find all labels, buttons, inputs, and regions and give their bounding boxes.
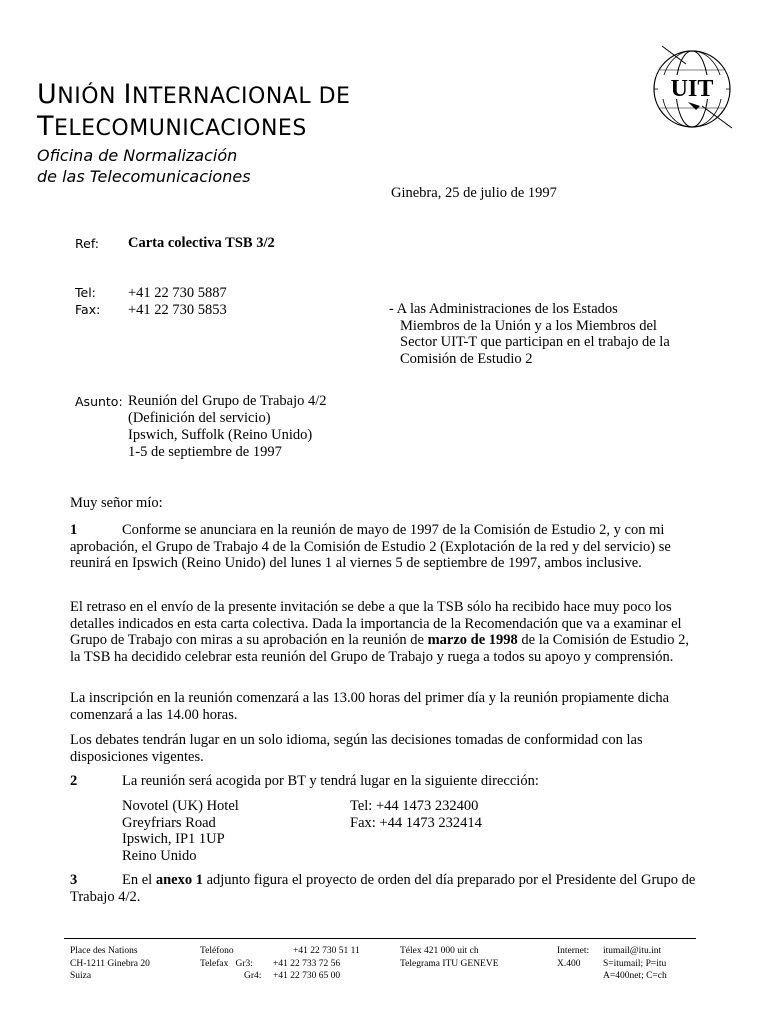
fax-value: +41 22 730 5853 — [128, 302, 227, 318]
paragraph-number: 3 — [70, 872, 78, 888]
paragraph-2: El retraso en el envío de la presente invitación se debe a que la TSB sólo ha recibido hace muy poco los detalles indicados en esta carta colectiva. Dada la importancia de la Recomendación que va a examinar el Grupo de Trabajo con miras a su aprobación en la reunión de marzo de 1998 de la Comisión de Estudio 2, la TSB ha decidido celebrar esta reunión del Grupo de Trabajo y ruega a todos su apoyo y comprensión. — [70, 599, 689, 665]
venue-contact: Tel: +44 1473 232400 Fax: +44 1473 232414 — [350, 798, 482, 831]
footer-phone-numbers: +41 22 730 51 11 +41 22 733 72 56 +41 22 730 65 00 — [273, 946, 360, 981]
recipient-line: Miembros de la Unión y a los Miembros del — [400, 317, 657, 334]
recipient-dash: - — [389, 301, 394, 317]
paragraph-number: 2 — [70, 773, 78, 789]
recipient-line: Sector UIT-T que participan en el trabajo de la — [400, 334, 670, 350]
paragraph-6: 3 En el anexo 1 adjunto figura el proyecto de orden del día preparado por el Presidente del Grupo de Trabajo 4/2. — [70, 872, 696, 905]
paragraph-1: 1 Conforme se anunciara en la reunión de mayo de 1997 de la Comisión de Estudio 2, y con mi aprobación, el Grupo de Trabajo 4 de la Comisión de Estudio 2 (Explotación de la red y del servicio) se reunirá en Ipswich (Reino Unido) del lunes 1 al viernes 5 de septiembre de 1997, ambos inclusive. — [70, 522, 671, 572]
tel-value: +41 22 730 5887 — [128, 285, 227, 301]
paragraph-4: Los debates tendrán lugar en un solo idioma, según las decisiones tomadas de conformidad con las disposiciones vigentes. — [70, 732, 643, 765]
venue-address: Novotel (UK) Hotel Greyfriars Road Ipswich, IP1 1UP Reino Unido — [122, 798, 239, 864]
logo-text: UIT — [670, 76, 714, 102]
paragraph-3: La inscripción en la reunión comenzará a las 13.00 horas del primer día y la reunión propiamente dicha comenzará a las 14.00 horas. — [70, 690, 670, 723]
footer-address: Place des Nations CH-1211 Ginebra 20 Suiza — [70, 946, 150, 981]
tel-label: Tel: — [75, 285, 96, 300]
greeting: Muy señor mío: — [70, 495, 163, 511]
letter-date: Ginebra, 25 de julio de 1997 — [391, 185, 557, 201]
recipient-block — [389, 301, 719, 367]
paragraph-number: 1 — [70, 522, 78, 538]
footer-phone-labels: Teléfono Telefax Gr3: Gr4: — [200, 946, 262, 981]
footer-internet-values: itumail@itu.int S=itumail; P=itu A=400net; C=ch — [603, 946, 667, 981]
footer-internet-labels: Internet: X.400 — [557, 946, 590, 969]
subject-line: (Definición del servicio) — [128, 410, 271, 426]
subject-label: Asunto: — [75, 394, 123, 409]
office-name: Oficina de Normalización de las Telecomunicaciones — [37, 146, 251, 186]
subject-line: Ipswich, Suffolk (Reino Unido) — [128, 427, 313, 443]
uit-logo — [652, 44, 736, 130]
fax-label: Fax: — [75, 302, 101, 317]
ref-value: Carta colectiva TSB 3/2 — [128, 235, 275, 251]
organization-name: UNIÓN INTERNACIONAL DE TELECOMUNICACIONES — [37, 79, 351, 142]
subject-line: 1-5 de septiembre de 1997 — [128, 444, 282, 460]
ref-label: Ref: — [75, 236, 99, 251]
footer-telex: Télex 421 000 uit ch Telegrama ITU GENEVE — [400, 946, 499, 969]
recipient-line: A las Administraciones de los Estados — [396, 301, 618, 317]
subject-line: Reunión del Grupo de Trabajo 4/2 — [128, 393, 327, 409]
subject-block — [128, 393, 327, 461]
paragraph-5: 2 La reunión será acogida por BT y tendrá lugar en la siguiente dirección: — [70, 773, 539, 789]
footer-divider — [64, 938, 696, 939]
recipient-line: Comisión de Estudio 2 — [400, 350, 533, 367]
